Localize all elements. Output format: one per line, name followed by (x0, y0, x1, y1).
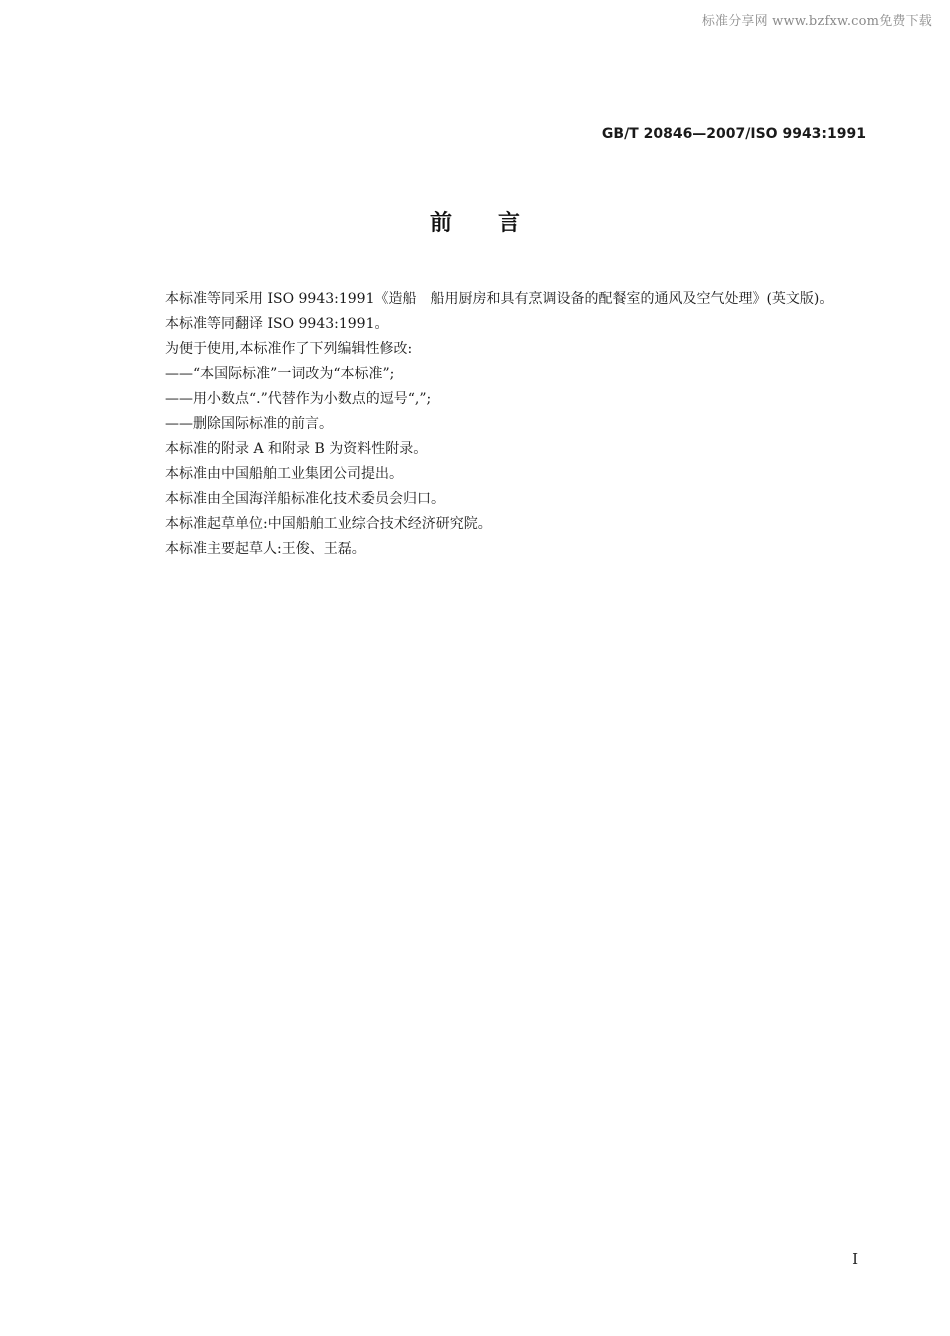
list-item-edit-2: ——用小数点“.”代替作为小数点的逗号“,”; (165, 391, 432, 407)
paragraph-drafters: 本标准主要起草人:王俊、王磊。 (165, 541, 366, 557)
standard-code: GB/T 20846—2007/ISO 9943:1991 (601, 126, 866, 142)
watermark-text: 标准分享网 www.bzfxw.com免费下载 (701, 14, 932, 29)
list-item-edit-3: ——删除国际标准的前言。 (165, 416, 333, 432)
paragraph-proposer: 本标准由中国船舶工业集团公司提出。 (165, 466, 403, 482)
list-item-edit-1: ——“本国际标准”一词改为“本标准”; (165, 366, 395, 382)
paragraph-committee: 本标准由全国海洋船标准化技术委员会归口。 (165, 491, 445, 507)
paragraph-edits-intro: 为便于使用,本标准作了下列编辑性修改: (165, 341, 413, 357)
foreword-body (128, 287, 868, 562)
paragraph-adoption: 本标准等同采用 ISO 9943:1991《造船 船用厨房和具有烹调设备的配餐室的通风及空气处理》(英文版)。 (165, 291, 834, 307)
page-title: 前言 (429, 211, 566, 236)
paragraph-annexes: 本标准的附录 A 和附录 B 为资料性附录。 (165, 441, 428, 457)
page-number: I (852, 1250, 858, 1268)
paragraph-translation: 本标准等同翻译 ISO 9943:1991。 (165, 316, 389, 332)
paragraph-drafting-unit: 本标准起草单位:中国船舶工业综合技术经济研究院。 (165, 516, 492, 532)
